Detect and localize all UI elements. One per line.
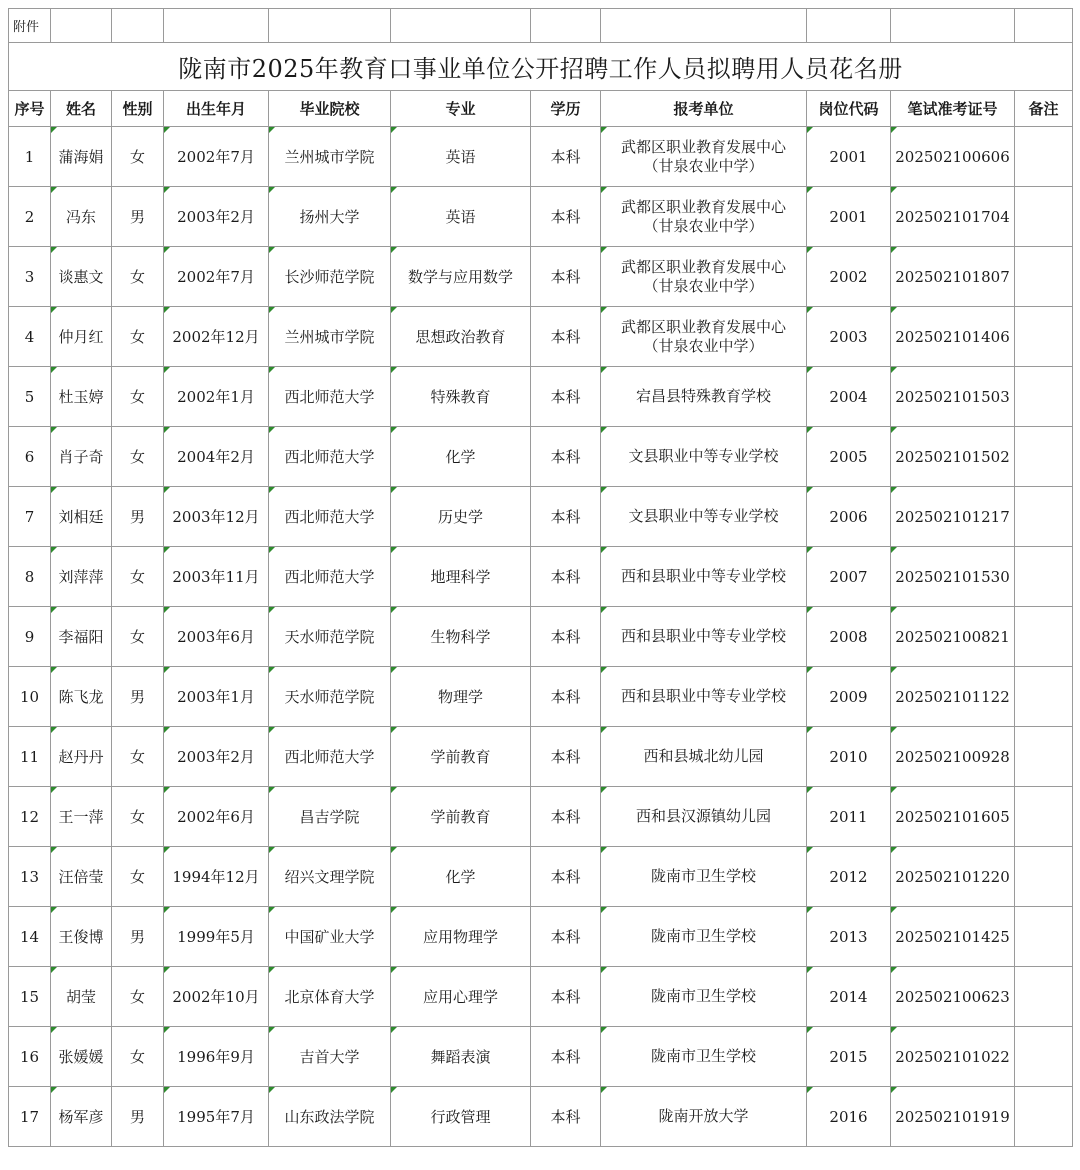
- cell-remark: [1015, 547, 1073, 607]
- cell-gender: 男: [112, 907, 164, 967]
- cell-major: 行政管理: [391, 1087, 531, 1147]
- unit-subline: （甘泉农业中学）: [643, 156, 764, 175]
- cell-gender: 女: [112, 1027, 164, 1087]
- header-gender: 性别: [112, 91, 164, 127]
- cell-seq: 15: [9, 967, 51, 1027]
- table-row: [9, 427, 1073, 487]
- table-row: [9, 607, 1073, 667]
- cell-name: 刘萍萍: [51, 547, 112, 607]
- cell-code: 2008: [807, 607, 891, 667]
- cell-gender: 女: [112, 547, 164, 607]
- cell-name: 仲月红: [51, 307, 112, 367]
- header-unit: 报考单位: [601, 91, 807, 127]
- cell-code: 2016: [807, 1087, 891, 1147]
- cell-gender: 男: [112, 1087, 164, 1147]
- cell-school: 兰州城市学院: [269, 307, 391, 367]
- unit-line: 西和县汉源镇幼儿园: [635, 807, 771, 825]
- cell-code: 2009: [807, 667, 891, 727]
- unit-subline: （甘泉农业中学）: [643, 216, 764, 235]
- cell-exam-id: 202502100606: [891, 127, 1015, 187]
- unit-line: 文县职业中等专业学校: [628, 507, 779, 525]
- table-row: [9, 847, 1073, 907]
- cell-major: 学前教育: [391, 787, 531, 847]
- cell-name: 王一萍: [51, 787, 112, 847]
- cell-exam-id: 202502101217: [891, 487, 1015, 547]
- cell-remark: [1015, 307, 1073, 367]
- cell-remark: [1015, 127, 1073, 187]
- cell-school: 西北师范大学: [269, 727, 391, 787]
- unit-line: 宕昌县特殊教育学校: [635, 387, 771, 405]
- header-code: 岗位代码: [807, 91, 891, 127]
- title-row: [9, 43, 1073, 91]
- table-row: [9, 307, 1073, 367]
- cell-degree: 本科: [531, 487, 601, 547]
- cell-degree: 本科: [531, 547, 601, 607]
- cell-seq: 1: [9, 127, 51, 187]
- table-row: [9, 727, 1073, 787]
- cell-major: 英语: [391, 187, 531, 247]
- cell-school: 长沙师范学院: [269, 247, 391, 307]
- cell-remark: [1015, 427, 1073, 487]
- header-row: [9, 91, 1073, 127]
- cell-gender: 女: [112, 367, 164, 427]
- cell-exam-id: 202502100928: [891, 727, 1015, 787]
- cell-code: 2004: [807, 367, 891, 427]
- cell-remark: [1015, 787, 1073, 847]
- cell-remark: [1015, 367, 1073, 427]
- cell-remark: [1015, 907, 1073, 967]
- unit-line: 武都区职业教育发展中心: [620, 257, 786, 276]
- cell-unit: [601, 127, 807, 187]
- cell-remark: [1015, 1027, 1073, 1087]
- cell-major: 特殊教育: [391, 367, 531, 427]
- cell-name: 王俊博: [51, 907, 112, 967]
- unit-line: 西和县职业中等专业学校: [620, 567, 786, 585]
- cell-code: 2005: [807, 427, 891, 487]
- cell-remark: [1015, 487, 1073, 547]
- cell-seq: 2: [9, 187, 51, 247]
- attachment-label: 附件: [9, 9, 51, 43]
- cell-unit: [601, 247, 807, 307]
- cell-unit: [601, 727, 807, 787]
- cell-name: 胡莹: [51, 967, 112, 1027]
- cell-unit: [601, 787, 807, 847]
- cell-school: 吉首大学: [269, 1027, 391, 1087]
- cell-remark: [1015, 847, 1073, 907]
- cell-degree: 本科: [531, 1027, 601, 1087]
- cell-major: 化学: [391, 847, 531, 907]
- cell-code: 2013: [807, 907, 891, 967]
- cell-name: 刘相廷: [51, 487, 112, 547]
- cell-exam-id: 202502100623: [891, 967, 1015, 1027]
- cell-birth: 2003年2月: [164, 727, 269, 787]
- cell-name: 冯东: [51, 187, 112, 247]
- table-row: [9, 127, 1073, 187]
- cell-exam-id: 202502101919: [891, 1087, 1015, 1147]
- cell-degree: 本科: [531, 427, 601, 487]
- cell-unit: [601, 307, 807, 367]
- cell-name: 张媛媛: [51, 1027, 112, 1087]
- table-row: [9, 967, 1073, 1027]
- unit-subline: （甘泉农业中学）: [643, 336, 764, 355]
- cell-code: 2007: [807, 547, 891, 607]
- cell-birth: 2002年7月: [164, 127, 269, 187]
- cell-seq: 11: [9, 727, 51, 787]
- cell-exam-id: 202502101530: [891, 547, 1015, 607]
- cell-name: 蒲海娟: [51, 127, 112, 187]
- cell-gender: 女: [112, 847, 164, 907]
- cell-major: 英语: [391, 127, 531, 187]
- cell-code: 2010: [807, 727, 891, 787]
- cell-degree: 本科: [531, 367, 601, 427]
- cell-seq: 3: [9, 247, 51, 307]
- cell-birth: 2002年10月: [164, 967, 269, 1027]
- table-row: [9, 1027, 1073, 1087]
- cell-code: 2011: [807, 787, 891, 847]
- cell-remark: [1015, 727, 1073, 787]
- cell-major: 应用物理学: [391, 907, 531, 967]
- cell-code: 2003: [807, 307, 891, 367]
- cell-unit: [601, 847, 807, 907]
- cell-name: 杨军彦: [51, 1087, 112, 1147]
- cell-unit: [601, 187, 807, 247]
- cell-gender: 女: [112, 607, 164, 667]
- header-remark: 备注: [1015, 91, 1073, 127]
- cell-code: 2015: [807, 1027, 891, 1087]
- table-row: [9, 667, 1073, 727]
- cell-seq: 7: [9, 487, 51, 547]
- table-row: [9, 367, 1073, 427]
- cell-exam-id: 202502101406: [891, 307, 1015, 367]
- cell-gender: 女: [112, 247, 164, 307]
- cell-seq: 14: [9, 907, 51, 967]
- table-row: [9, 787, 1073, 847]
- cell-gender: 女: [112, 727, 164, 787]
- cell-name: 谈惠文: [51, 247, 112, 307]
- cell-gender: 男: [112, 667, 164, 727]
- table-row: [9, 1087, 1073, 1147]
- cell-unit: [601, 907, 807, 967]
- cell-degree: 本科: [531, 907, 601, 967]
- unit-line: 西和县职业中等专业学校: [620, 627, 786, 645]
- table-row: [9, 547, 1073, 607]
- cell-gender: 男: [112, 187, 164, 247]
- cell-birth: 2002年7月: [164, 247, 269, 307]
- header-exam-id: 笔试准考证号: [891, 91, 1015, 127]
- cell-degree: 本科: [531, 247, 601, 307]
- cell-school: 扬州大学: [269, 187, 391, 247]
- cell-unit: [601, 967, 807, 1027]
- cell-school: 绍兴文理学院: [269, 847, 391, 907]
- cell-exam-id: 202502101122: [891, 667, 1015, 727]
- cell-exam-id: 202502101704: [891, 187, 1015, 247]
- cell-seq: 12: [9, 787, 51, 847]
- header-birth: 出生年月: [164, 91, 269, 127]
- cell-degree: 本科: [531, 667, 601, 727]
- cell-degree: 本科: [531, 847, 601, 907]
- cell-degree: 本科: [531, 1087, 601, 1147]
- cell-major: 生物科学: [391, 607, 531, 667]
- cell-school: 北京体育大学: [269, 967, 391, 1027]
- cell-major: 物理学: [391, 667, 531, 727]
- cell-birth: 1996年9月: [164, 1027, 269, 1087]
- cell-major: 历史学: [391, 487, 531, 547]
- header-seq: 序号: [9, 91, 51, 127]
- cell-school: 西北师范大学: [269, 487, 391, 547]
- cell-seq: 13: [9, 847, 51, 907]
- attachment-row: [9, 9, 1073, 43]
- unit-line: 陇南市卫生学校: [650, 927, 756, 945]
- cell-gender: 男: [112, 487, 164, 547]
- unit-subline: （甘泉农业中学）: [643, 276, 764, 295]
- cell-name: 杜玉婷: [51, 367, 112, 427]
- cell-unit: [601, 487, 807, 547]
- table-row: [9, 187, 1073, 247]
- cell-school: 西北师范大学: [269, 427, 391, 487]
- cell-unit: [601, 547, 807, 607]
- cell-school: 天水师范学院: [269, 667, 391, 727]
- roster-table: [8, 8, 1073, 1147]
- cell-birth: 2002年6月: [164, 787, 269, 847]
- cell-code: 2002: [807, 247, 891, 307]
- cell-degree: 本科: [531, 187, 601, 247]
- cell-seq: 9: [9, 607, 51, 667]
- cell-exam-id: 202502101807: [891, 247, 1015, 307]
- cell-name: 肖子奇: [51, 427, 112, 487]
- cell-major: 化学: [391, 427, 531, 487]
- cell-exam-id: 202502101425: [891, 907, 1015, 967]
- cell-school: 中国矿业大学: [269, 907, 391, 967]
- cell-code: 2014: [807, 967, 891, 1027]
- cell-unit: [601, 667, 807, 727]
- cell-school: 昌吉学院: [269, 787, 391, 847]
- cell-degree: 本科: [531, 787, 601, 847]
- cell-school: 山东政法学院: [269, 1087, 391, 1147]
- cell-exam-id: 202502101220: [891, 847, 1015, 907]
- unit-line: 武都区职业教育发展中心: [620, 197, 786, 216]
- cell-birth: 1995年7月: [164, 1087, 269, 1147]
- cell-birth: 2002年12月: [164, 307, 269, 367]
- cell-seq: 17: [9, 1087, 51, 1147]
- cell-birth: 2004年2月: [164, 427, 269, 487]
- cell-exam-id: 202502101605: [891, 787, 1015, 847]
- cell-gender: 女: [112, 787, 164, 847]
- cell-gender: 女: [112, 427, 164, 487]
- cell-major: 地理科学: [391, 547, 531, 607]
- cell-code: 2001: [807, 187, 891, 247]
- cell-seq: 10: [9, 667, 51, 727]
- table-row: [9, 907, 1073, 967]
- cell-remark: [1015, 667, 1073, 727]
- cell-birth: 2003年1月: [164, 667, 269, 727]
- cell-birth: 2003年12月: [164, 487, 269, 547]
- cell-remark: [1015, 1087, 1073, 1147]
- cell-major: 应用心理学: [391, 967, 531, 1027]
- cell-remark: [1015, 967, 1073, 1027]
- table-row: [9, 247, 1073, 307]
- cell-seq: 6: [9, 427, 51, 487]
- cell-name: 汪倍莹: [51, 847, 112, 907]
- cell-code: 2012: [807, 847, 891, 907]
- header-degree: 学历: [531, 91, 601, 127]
- cell-degree: 本科: [531, 607, 601, 667]
- cell-birth: 1999年5月: [164, 907, 269, 967]
- unit-line: 陇南开放大学: [658, 1107, 749, 1125]
- unit-line: 武都区职业教育发展中心: [620, 137, 786, 156]
- cell-unit: [601, 607, 807, 667]
- cell-seq: 4: [9, 307, 51, 367]
- unit-line: 武都区职业教育发展中心: [620, 317, 786, 336]
- cell-major: 思想政治教育: [391, 307, 531, 367]
- cell-unit: [601, 367, 807, 427]
- cell-school: 天水师范学院: [269, 607, 391, 667]
- cell-school: 西北师范大学: [269, 547, 391, 607]
- cell-birth: 1994年12月: [164, 847, 269, 907]
- cell-seq: 16: [9, 1027, 51, 1087]
- cell-major: 数学与应用数学: [391, 247, 531, 307]
- cell-unit: [601, 427, 807, 487]
- cell-name: 陈飞龙: [51, 667, 112, 727]
- cell-birth: 2003年6月: [164, 607, 269, 667]
- table-row: [9, 487, 1073, 547]
- cell-degree: 本科: [531, 307, 601, 367]
- cell-gender: 女: [112, 307, 164, 367]
- cell-exam-id: 202502101022: [891, 1027, 1015, 1087]
- cell-exam-id: 202502101502: [891, 427, 1015, 487]
- cell-birth: 2002年1月: [164, 367, 269, 427]
- cell-code: 2001: [807, 127, 891, 187]
- cell-gender: 女: [112, 967, 164, 1027]
- unit-line: 陇南市卫生学校: [650, 987, 756, 1005]
- unit-line: 西和县职业中等专业学校: [620, 687, 786, 705]
- cell-unit: [601, 1087, 807, 1147]
- cell-code: 2006: [807, 487, 891, 547]
- header-name: 姓名: [51, 91, 112, 127]
- cell-seq: 8: [9, 547, 51, 607]
- page-title: 陇南市2025年教育口事业单位公开招聘工作人员拟聘用人员花名册: [9, 43, 1073, 91]
- cell-unit: [601, 1027, 807, 1087]
- unit-line: 文县职业中等专业学校: [628, 447, 779, 465]
- cell-major: 学前教育: [391, 727, 531, 787]
- cell-degree: 本科: [531, 967, 601, 1027]
- cell-remark: [1015, 247, 1073, 307]
- cell-exam-id: 202502101503: [891, 367, 1015, 427]
- cell-school: 西北师范大学: [269, 367, 391, 427]
- cell-exam-id: 202502100821: [891, 607, 1015, 667]
- cell-seq: 5: [9, 367, 51, 427]
- header-school: 毕业院校: [269, 91, 391, 127]
- unit-line: 陇南市卫生学校: [650, 867, 756, 885]
- cell-major: 舞蹈表演: [391, 1027, 531, 1087]
- cell-name: 赵丹丹: [51, 727, 112, 787]
- cell-degree: 本科: [531, 127, 601, 187]
- cell-remark: [1015, 607, 1073, 667]
- cell-birth: 2003年2月: [164, 187, 269, 247]
- unit-line: 西和县城北幼儿园: [643, 747, 764, 765]
- cell-birth: 2003年11月: [164, 547, 269, 607]
- unit-line: 陇南市卫生学校: [650, 1047, 756, 1065]
- cell-name: 李福阳: [51, 607, 112, 667]
- header-major: 专业: [391, 91, 531, 127]
- cell-remark: [1015, 187, 1073, 247]
- cell-degree: 本科: [531, 727, 601, 787]
- cell-school: 兰州城市学院: [269, 127, 391, 187]
- cell-gender: 女: [112, 127, 164, 187]
